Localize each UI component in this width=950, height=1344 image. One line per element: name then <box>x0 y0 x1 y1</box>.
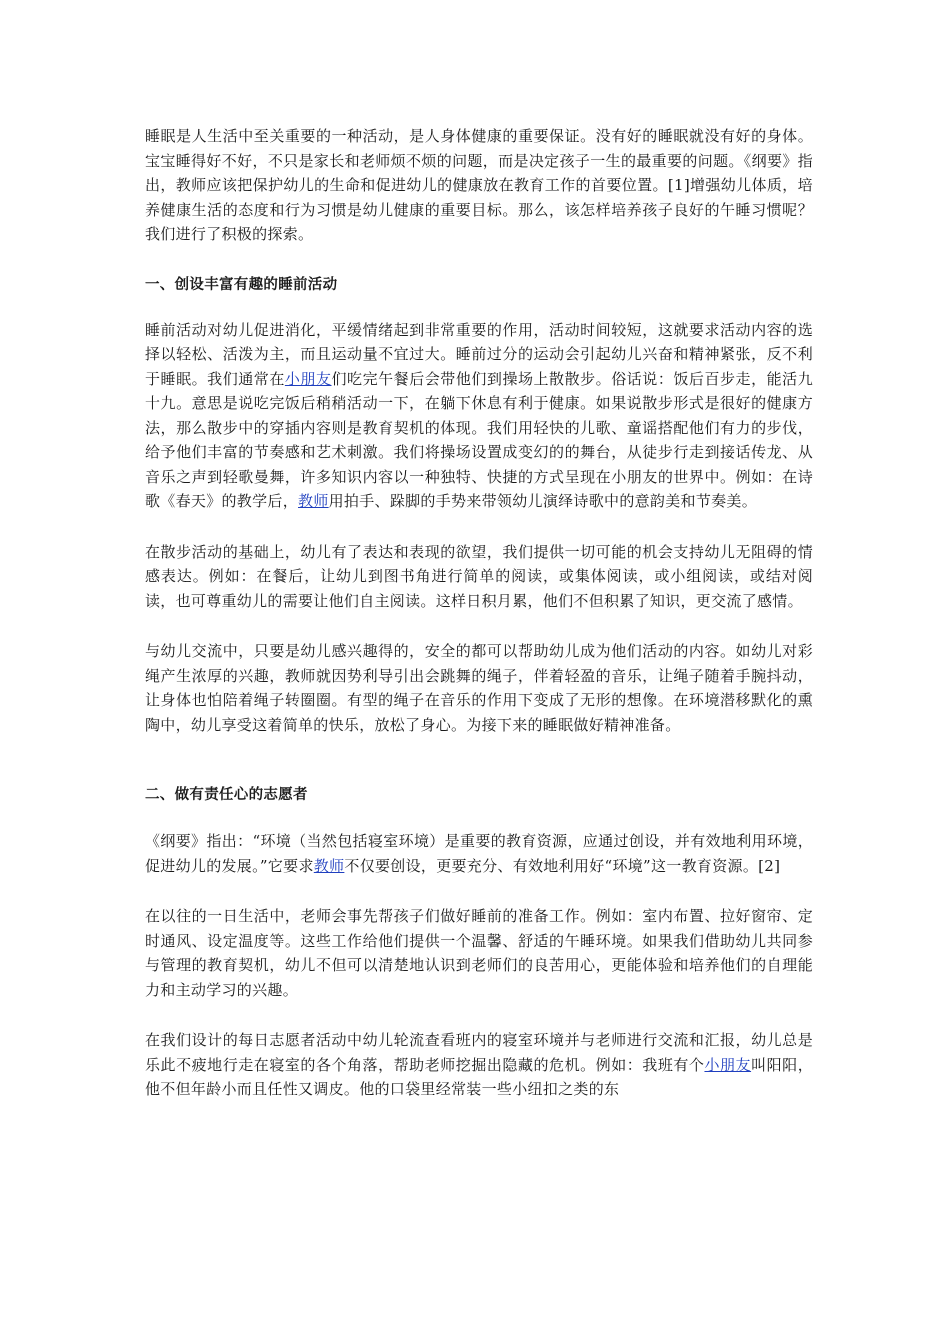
text-span: 不仅要创设，更要充分、有效地利用好“环境”这一教育资源。[2] <box>344 856 781 875</box>
text-span: 在我们设计的每日志愿者活动中幼儿轮流查看班内的寝室环境并与老师进行交流和汇报，幼儿总是乐此不疲地行走在寝室的各个角落，帮助老师挖掘出隐藏的危机。例如：我班有个 <box>145 1031 813 1074</box>
jiaoshi-link[interactable]: 教师 <box>298 492 329 510</box>
section-1-paragraph-1 <box>145 318 813 514</box>
text-span: 叫阳阳，他不但年龄小而且任性又调皮。他的口袋里经常装一些小纽扣之类的东 <box>145 1055 813 1098</box>
section-2-paragraph-3 <box>145 1028 813 1102</box>
section-2-heading: 二、做有责任心的志愿者 <box>145 787 308 803</box>
section-1-paragraph-2: 在散步活动的基础上，幼儿有了表达和表现的欲望，我们提供一切可能的机会支持幼儿无阻碍的情感表达。例如：在餐后，让幼儿到图书角进行简单的阅读，或集体阅读，或小组阅读，或结对阅读，也可尊重幼儿的需要让他们自主阅读。这样日积月累，他们不但积累了知识，更交流了感情。 <box>145 542 813 610</box>
text-span: 睡前活动对幼儿促进消化，平缓情绪起到非常重要的作用，活动时间较短，这就要求活动内容的选择以轻松、活泼为主，而且运动量不宜过大。睡前过分的运动会引起幼儿兴奋和精神紧张，反不利于睡眠。我们通常在 <box>145 320 813 388</box>
jiaoshi-link[interactable]: 教师 <box>313 856 345 875</box>
intro-paragraph: 睡眠是人生活中至关重要的一种活动，是人身体健康的重要保证。没有好的睡眠就没有好的身体。宝宝睡得好不好，不只是家长和老师烦不烦的问题，而是决定孩子一生的最重要的问题。《纲要》指出，教师应该把保护幼儿的生命和促进幼儿的健康放在教育工作的首要位置。[1]增强幼儿体质，培养健康生活的态度和行为习惯是幼儿健康的重要目标。那么，该怎样培养孩子良好的午睡习惯呢？我们进行了积极的探索。 <box>145 127 813 243</box>
xiaopengyou-link[interactable]: 小朋友 <box>704 1055 752 1074</box>
text-span: 们吃完午餐后会带他们到操场上散散步。俗话说：饭后百步走，能活九十九。意思是说吃完饭后稍稍活动一下，在躺下休息有利于健康。如果说散步形式是很好的健康方法，那么散步中的穿插内容则是教育契机的体现。我们用轻快的儿歌、童谣搭配他们有力的步伐，给予他们丰富的节奏感和艺术刺激。我们将操场设置成变幻的的舞台，从徒步行走到接话传龙、从音乐之声到轻歌曼舞，许多知识内容以一种独特、快捷的方式呈现在小朋友的世界中。例如：在诗歌《春天》的教学后， <box>145 369 814 510</box>
section-2-paragraph-2: 在以往的一日生活中，老师会事先帮孩子们做好睡前的准备工作。例如：室内布置、拉好窗帘、定时通风、设定温度等。这些工作给他们提供一个温馨、舒适的午睡环境。如果我们借助幼儿共同参与管理的教育契机，幼儿不但可以清楚地认识到老师们的良苦用心，更能体验和培养他们的自理能力和主动学习的兴趣。 <box>145 907 813 999</box>
section-1-heading: 一、创设丰富有趣的睡前活动 <box>145 276 338 293</box>
section-1-paragraph-3: 与幼儿交流中，只要是幼儿感兴趣得的，安全的都可以帮助幼儿成为他们活动的内容。如幼儿对彩绳产生浓厚的兴趣，教师就因势利导引出会跳舞的绳子，伴着轻盈的音乐，让绳子随着手腕抖动，让身体也怕陪着绳子转圈圈。有型的绳子在音乐的作用下变成了无形的想像。在环境潜移默化的熏陶中，幼儿享受这着简单的快乐，放松了身心。为接下来的睡眠做好精神准备。 <box>145 642 813 734</box>
xiaopengyou-link[interactable]: 小朋友 <box>284 369 332 388</box>
text-span: 用拍手、跺脚的手势来带领幼儿演绎诗歌中的意韵美和节奏美。 <box>328 492 758 510</box>
document-page <box>145 124 813 1102</box>
section-2-paragraph-1 <box>145 829 813 878</box>
text-span: 《纲要》指出：“环境（当然包括寝室环境）是重要的教育资源，应通过创设，并有效地利用环境，促进幼儿的发展。”它要求 <box>145 832 813 875</box>
